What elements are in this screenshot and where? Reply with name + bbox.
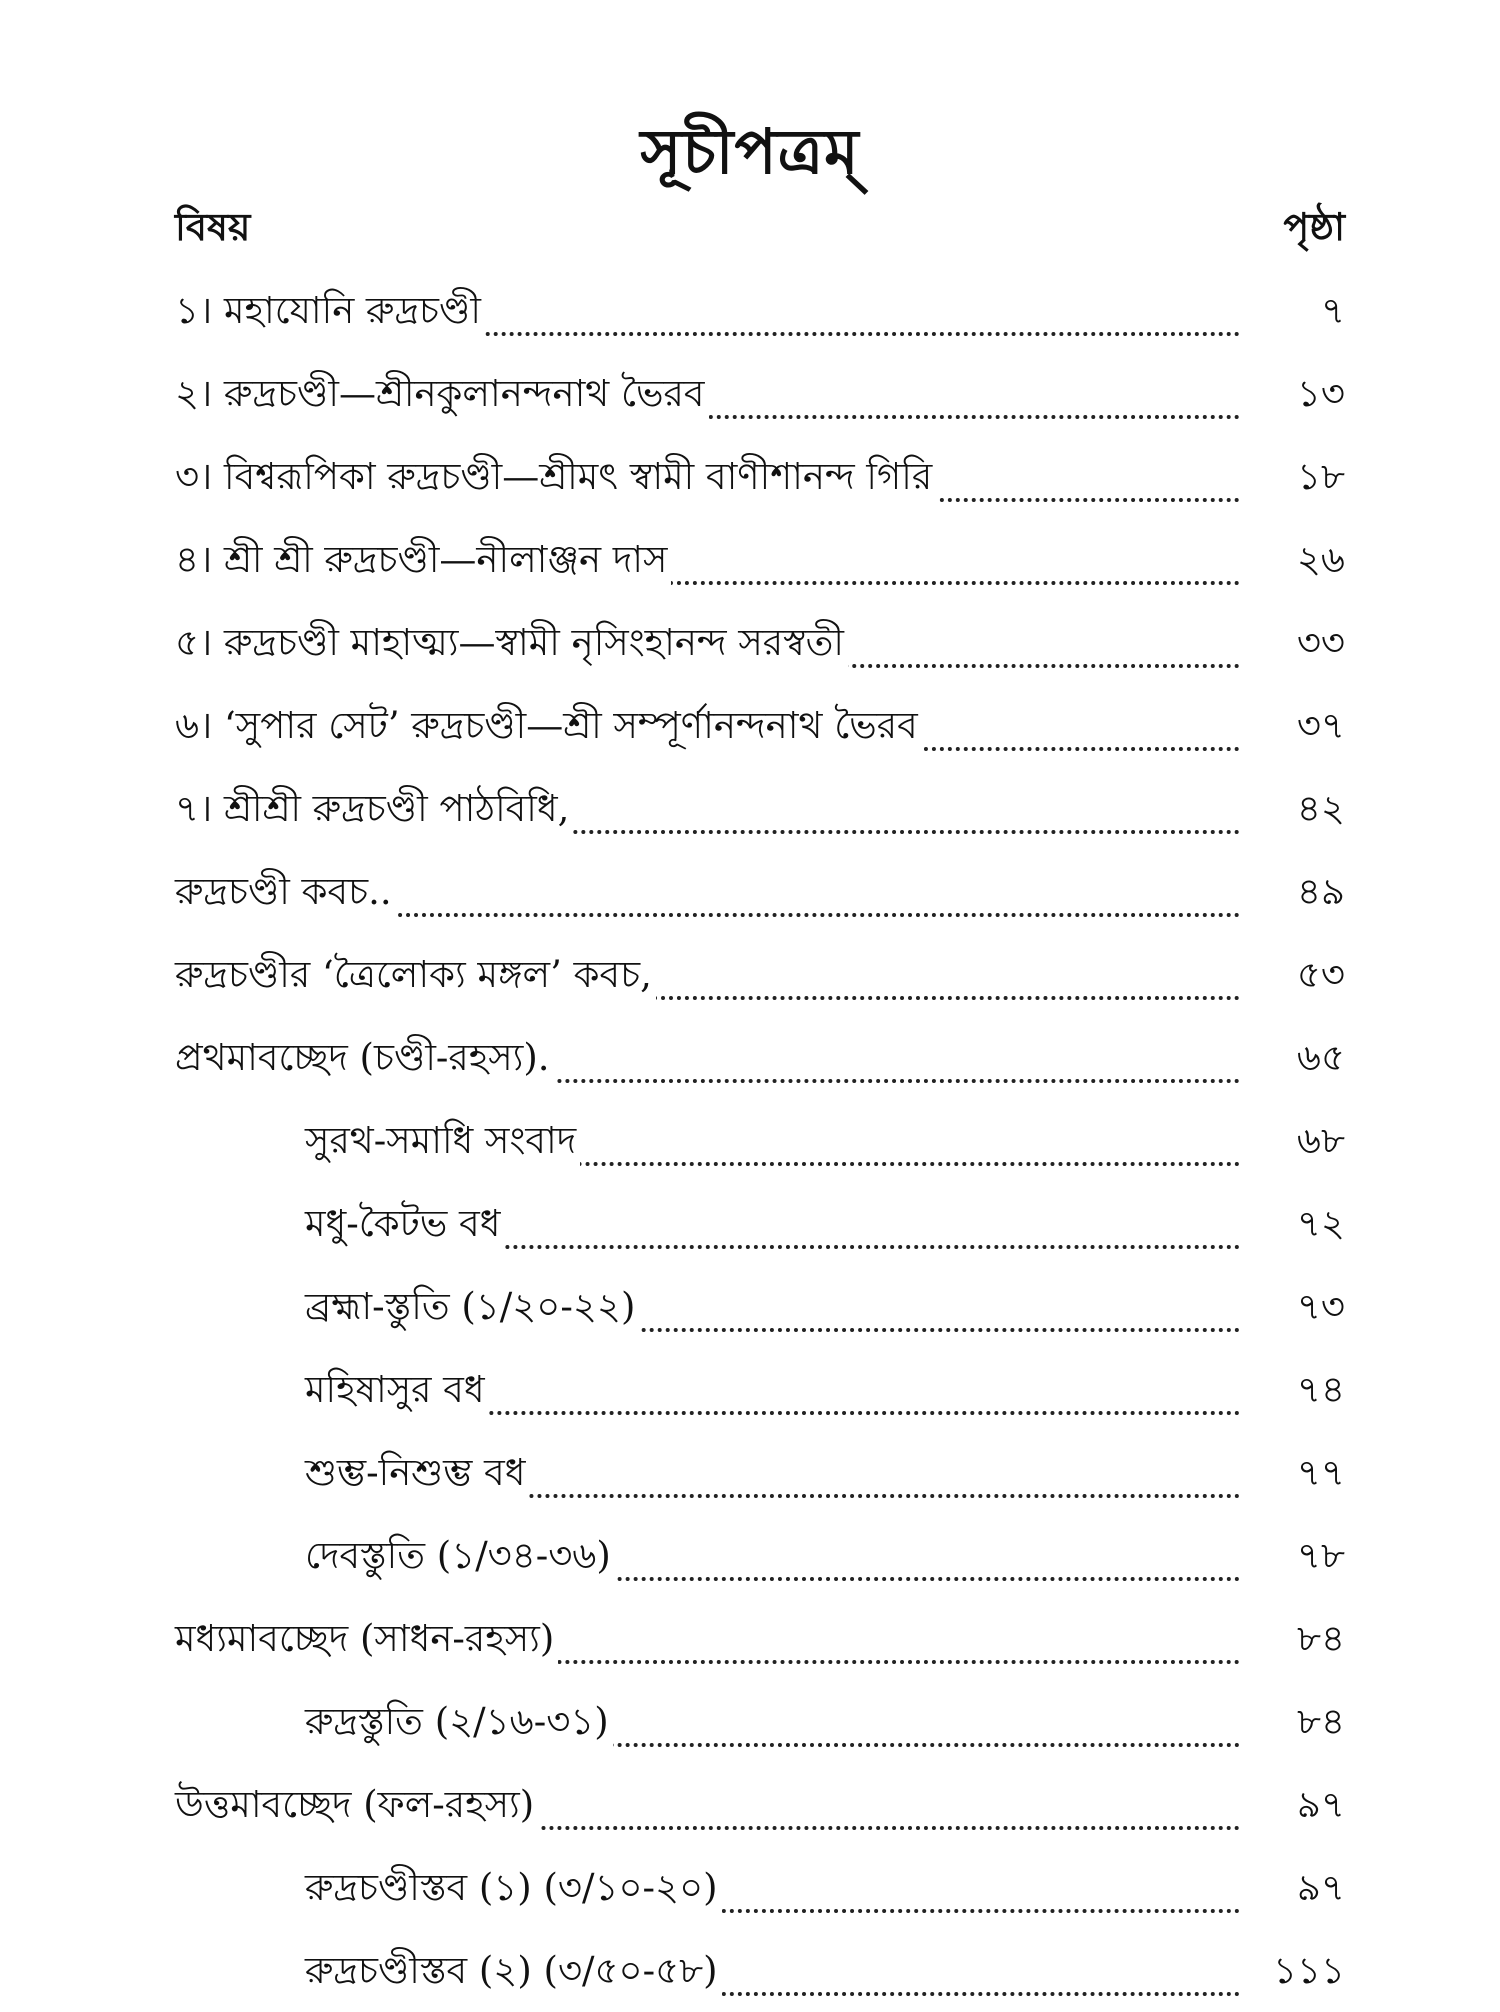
toc-entry-page-number: ৩৭ [1296, 704, 1345, 747]
toc-entry-title: রুদ্রচণ্ডীস্তব (২) (৩/৫০-৫৮) [305, 1941, 722, 2004]
toc-entry-title: উত্তমাবচ্ছেদ (ফল-রহস্য) [175, 1775, 538, 1838]
toc-entry-page-number: ৭৪ [1296, 1368, 1345, 1411]
toc-entry [0, 372, 1500, 435]
toc-entry [0, 1368, 1500, 1431]
toc-entry-title: ১। মহাযোনি রুদ্রচণ্ডী [175, 281, 485, 344]
toc-entry-page-number: ৬৮ [1296, 1119, 1345, 1162]
toc-entry [0, 621, 1500, 684]
toc-entry [0, 1202, 1500, 1265]
toc-entry-page-number: ১১১ [1272, 1949, 1345, 1992]
toc-entry-title: রুদ্রচণ্ডীস্তব (১) (৩/১০-২০) [305, 1858, 722, 1921]
toc-entry-title: রুদ্রচণ্ডীর ‘ত্রৈলোক্য মঙ্গল’ কবচ, [175, 945, 656, 1008]
toc-entry-page-number: ৭৩ [1296, 1285, 1345, 1328]
toc-entry-title: ৩। বিশ্বরূপিকা রুদ্রচণ্ডী—শ্রীমৎ স্বামী বাণীশানন্দ গিরি [175, 447, 936, 510]
toc-entry-title: ২। রুদ্রচণ্ডী—শ্রীনকুলানন্দনাথ ভৈরব [175, 364, 709, 427]
toc-entry-page-number: ৭২ [1296, 1202, 1345, 1245]
toc-entry [0, 455, 1500, 518]
toc-entry-title: রুদ্রচণ্ডী কবচ.. [175, 862, 396, 925]
toc-entry [0, 289, 1500, 352]
toc-entry [0, 1119, 1500, 1182]
page-column-header: পৃষ্ঠা [1283, 204, 1345, 249]
toc-entry [0, 1534, 1500, 1597]
toc-entry-title: রুদ্রস্তুতি (২/১৬-৩১) [305, 1692, 613, 1755]
toc-entry [0, 1783, 1500, 1846]
toc-entry-page-number: ২৬ [1296, 538, 1345, 581]
toc-entry-title: ৪। শ্রী শ্রী রুদ্রচণ্ডী—নীলাঞ্জন দাস [175, 530, 671, 593]
toc-entry-page-number: ৩৩ [1296, 621, 1345, 664]
toc-entry-page-number: ৫৩ [1296, 953, 1345, 996]
toc-entry-title: শুম্ভ-নিশুম্ভ বধ [305, 1443, 529, 1506]
toc-entry-page-number: ৮৪ [1296, 1617, 1345, 1660]
toc-entry [0, 1866, 1500, 1929]
toc-entry [0, 1451, 1500, 1514]
toc-entry [0, 1700, 1500, 1763]
toc-entry [0, 538, 1500, 601]
toc-entry-title: মধ্যমাবচ্ছেদ (সাধন-রহস্য) [175, 1609, 558, 1672]
toc-entry-page-number: ১৩ [1296, 372, 1345, 415]
toc-entry-page-number: ৮৪ [1296, 1700, 1345, 1743]
toc-entry [0, 1949, 1500, 2012]
page-title: সূচীপত্রম্ [640, 115, 860, 188]
toc-entry-title: সুরথ-সমাধি সংবাদ [305, 1111, 580, 1174]
toc-entry [0, 787, 1500, 850]
toc-entry-title: ৫। রুদ্রচণ্ডী মাহাত্ম্য—স্বামী নৃসিংহানন্দ সরস্বতী [175, 613, 848, 676]
toc-entry-title: মধু-কৈটভ বধ [305, 1194, 504, 1257]
toc-entry-page-number: ৯৭ [1296, 1783, 1345, 1826]
toc-entry-title: ৬। ‘সুপার সেট’ রুদ্রচণ্ডী—শ্রী সম্পূর্ণানন্দনাথ ভৈরব [175, 696, 922, 759]
subject-column-header: বিষয় [175, 204, 251, 249]
toc-entry-page-number: ৪২ [1296, 787, 1345, 830]
toc-entry-page-number: ৪৯ [1296, 870, 1345, 913]
toc-entry-title: মহিষাসুর বধ [305, 1360, 489, 1423]
toc-entry-page-number: ১৮ [1296, 455, 1345, 498]
toc-entry [0, 704, 1500, 767]
toc-entry [0, 1285, 1500, 1348]
toc-entry [0, 953, 1500, 1016]
toc-entry-page-number: ৭ [1320, 289, 1345, 332]
toc-entry-title: দেবস্তুতি (১/৩৪-৩৬) [305, 1526, 615, 1589]
toc-entry-title: প্রথমাবচ্ছেদ (চণ্ডী-রহস্য). [175, 1028, 554, 1091]
toc-entry-page-number: ৭৮ [1296, 1534, 1345, 1577]
toc-entry [0, 1036, 1500, 1099]
toc-entry [0, 1617, 1500, 1680]
toc-entry-title: ৭। শ্রীশ্রী রুদ্রচণ্ডী পাঠবিধি, [175, 779, 573, 842]
toc-entry-title: ব্রহ্মা-স্তুতি (১/২০-২২) [305, 1277, 639, 1340]
toc-entry [0, 870, 1500, 933]
toc-entry-page-number: ৬৫ [1296, 1036, 1345, 1079]
toc-entry-page-number: ৯৭ [1296, 1866, 1345, 1909]
toc-entry-page-number: ৭৭ [1296, 1451, 1345, 1494]
